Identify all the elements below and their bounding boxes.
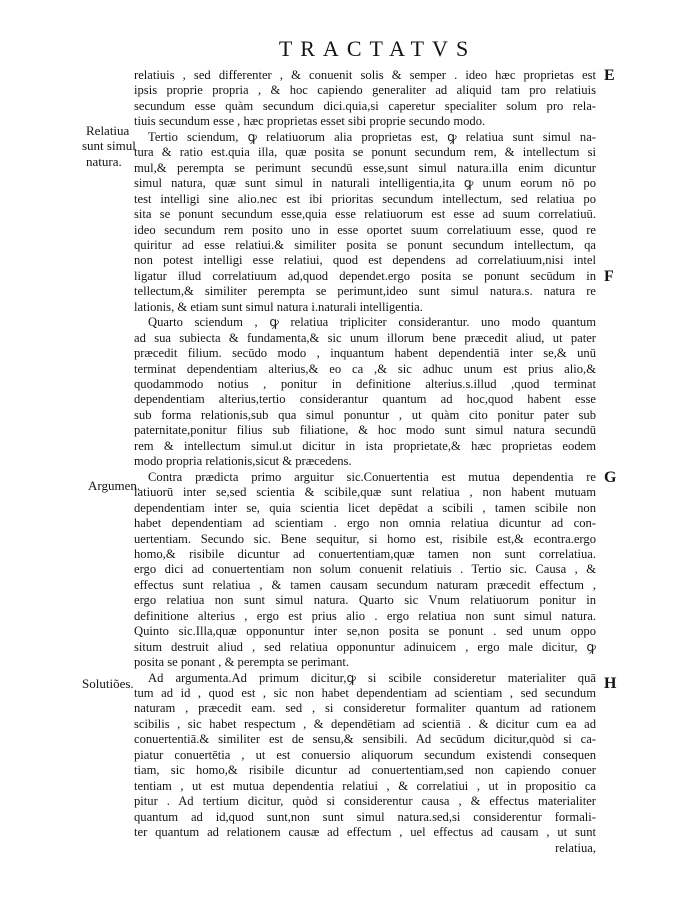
text-line: Quinto sic.Illa,quæ opponuntur inter se,non posita se ponunt . sed unum oppo [134, 624, 596, 639]
text-line: ideo secundum rem posito uno in esse oportet suum correlatiuum esse, quod re [134, 222, 596, 237]
text-line: quiritur ad esse relatiui.& similiter posita se ponunt secundum intellectum, qa [134, 237, 596, 252]
text-line: test intelligi sine alio.nec est ibi prioritas secundum intellectum, sed relatiua po [134, 191, 596, 206]
text-line: quantum ad id,quod sunt,non sunt simul natura.sed,si considerentur formali- [134, 809, 596, 824]
margin-note-relatiua: sunt simul [82, 138, 136, 153]
text-line: dependentiam inter se, quia scientia licet depēdat a scibili , tamen scibile non [134, 500, 596, 515]
text-line: secundum esse quàm secundum dici.quia,si caperetur specialiter solum pro rela- [134, 98, 596, 113]
text-line: quodammodo notius , ponitur in definitione alterius.s.illud ,quod terminat [134, 377, 596, 391]
text-line: tum ad id , quod est , sic non habet dependentiam ad scientiam , sed secundum [134, 686, 596, 700]
section-mark-g: G [604, 469, 617, 486]
text-line: scibilis , sic habet respectum , & dependētiam ad scientiā . & dicitur cum ea ad [134, 716, 596, 731]
text-line: non potest intelligi esse relatiui, quod est dependens ad correlatiuum,nisi intel [134, 253, 596, 268]
text-line: lationis, & etiam sunt simul natura i.naturali intelligentia. [134, 299, 423, 314]
text-line: mul,& perempta se perimunt secundū esse,sunt simul natura.illa enim dicuntur [134, 160, 596, 175]
text-line: Contra prædicta primo arguitur sic.Conuertentia est mutua dependentia re [148, 469, 596, 484]
text-line: ter quantum ad relationem causæ ad effectum , uel effectus ad causam , ut sunt [134, 825, 596, 840]
text-line: Quarto sciendum , ꝙ relatiua tripliciter considerantur. uno modo quantum [148, 315, 596, 330]
text-line: rem & intellectum simul.ut dicitur in ista proprietate,& hæc proprietas eodem [134, 438, 596, 453]
margin-note-relatiua: natura. [86, 154, 122, 169]
margin-note-solutiones: Solutiões. [82, 676, 134, 691]
margin-note-argumen: Argumen. [88, 478, 141, 493]
text-line: homo,& risibile dicuntur ad conuertentiam,quæ tamen non sunt correlatiua. [134, 546, 596, 561]
section-mark-f: F [604, 268, 614, 285]
text-line: tiam, sic homo,& risibile dicuntur ad conuertentiam,sed non capiendo conuer [134, 763, 596, 778]
text-line: ergo relatiua non sunt simul natura. Quarto sic Vnum relatiuorum ponitur in [134, 593, 596, 608]
text-line: tiuis secundum esse , hæc proprietas esset sibi proprie secundo modo. [134, 114, 486, 129]
text-line: tura & ratio est.quia illa, quæ posita se ponunt secundum rem, & intellectum si [134, 145, 596, 160]
text-line: naturam , præcedit eam. sed , si consideretur formaliter quantum ad rationem [134, 701, 596, 716]
text-line: ligatur illud correlatiuum ad,quod dependet.ergo posita se ponunt secūdum in [134, 268, 596, 283]
margin-note-relatiua: Relatiua [86, 123, 130, 138]
text-line: situm destruit aliud , sed relatiua opponuntur adinuicem , ergo male dicitur, ꝙ [134, 639, 596, 654]
text-line: paternitate,ponitur filius sub filiatione, & hoc modo sunt simul natura secundū [134, 423, 596, 438]
text-line: tentiam , ut est mutua dependentia relatiui , & correlatiui , ut in propositio ca [134, 778, 596, 793]
text-line: conuertentiā.& similiter est de sensu,& sensibili. Ad secūdum dicitur,quòd si ca- [134, 732, 596, 747]
text-line: relatiua, [555, 840, 596, 855]
text-line: modo propria relationis,sicut & præcedens. [134, 454, 352, 469]
text-line: Ad argumenta.Ad primum dicitur,ꝙ si scibile consideretur materialiter quā [148, 670, 596, 685]
section-mark-h: H [604, 675, 617, 692]
text-line: relatiuis , sed differenter , & conuenit solis & semper . ideo hæc proprietas est [134, 68, 596, 82]
text-line: sub forma relationis,sub qua simul ponuntur , ut quàm cito ponitur pater sub [134, 407, 596, 422]
text-line: uertentiam. Secundo sic. Bene sequitur, si homo est, risibile est,& econtra.ergo [134, 531, 596, 546]
text-line: habet dependentiam ad scientiam . ergo non omnia relatiua dicuntur ad con- [134, 516, 596, 531]
text-line: effectus sunt relatiua , & tamen causam secundum naturam præcedit effectum , [134, 577, 596, 592]
text-line: simul natura, quæ sunt simul in naturali intelligentia,ita ꝙ unum eorum nō po [134, 176, 596, 191]
text-line: ergo dici ad conuertentiam non solum conuenit relatiuis . Tertio sic. Causa , & [134, 562, 596, 577]
text-line: latiuorū inter se,sed scientia & scibile,quæ sunt relatiua , non habent mutuam [134, 485, 596, 500]
text-line: definitione alterius , ergo est prius alio . ergo relatiua non sunt simul natura. [134, 608, 596, 623]
text-line: præcedit filium. secūdo modo , inquantum habent dependentiā inter se,& unū [134, 346, 596, 361]
text-line: Tertio sciendum, ꝙ relatiuorum alia proprietas est, ꝙ relatiua sunt simul na- [148, 129, 596, 144]
text-line: ad sua subiecta & fundamenta,& sic unum illorum bene præcedit aliud, ut pater [134, 330, 596, 345]
running-head: TRACTATVS [278, 36, 477, 61]
text-line: sita se ponunt secundum esse,quia esse relatiuorum est esse ad suum correlatiuū. [134, 207, 596, 222]
text-line: tellectum,& similiter perempta se perimunt,ideo sunt simul natura.s. natura re [134, 284, 596, 299]
text-line: dependentiam alterius,tertio considerantur quantum ad hoc,quod habent esse [134, 392, 596, 407]
text-line: terminat dependentiam alterius,& eo ca ,& sic adhuc unum est prius alio,& [134, 361, 596, 376]
text-line: ipsis proprie propria , & hoc capiendo generaliter ad aliquid tam pro relatiuis [134, 83, 596, 98]
text-line: piatur conuertētia , ut est conuersio aliquorum secundum existendi consequen [134, 747, 596, 762]
text-line: pitur . Ad tertium dicitur, quòd si considerentur causa , & effectus materialiter [134, 794, 596, 809]
text-line: posita se ponant , & perempta se perimant. [134, 655, 350, 670]
section-mark-e: E [604, 67, 615, 84]
